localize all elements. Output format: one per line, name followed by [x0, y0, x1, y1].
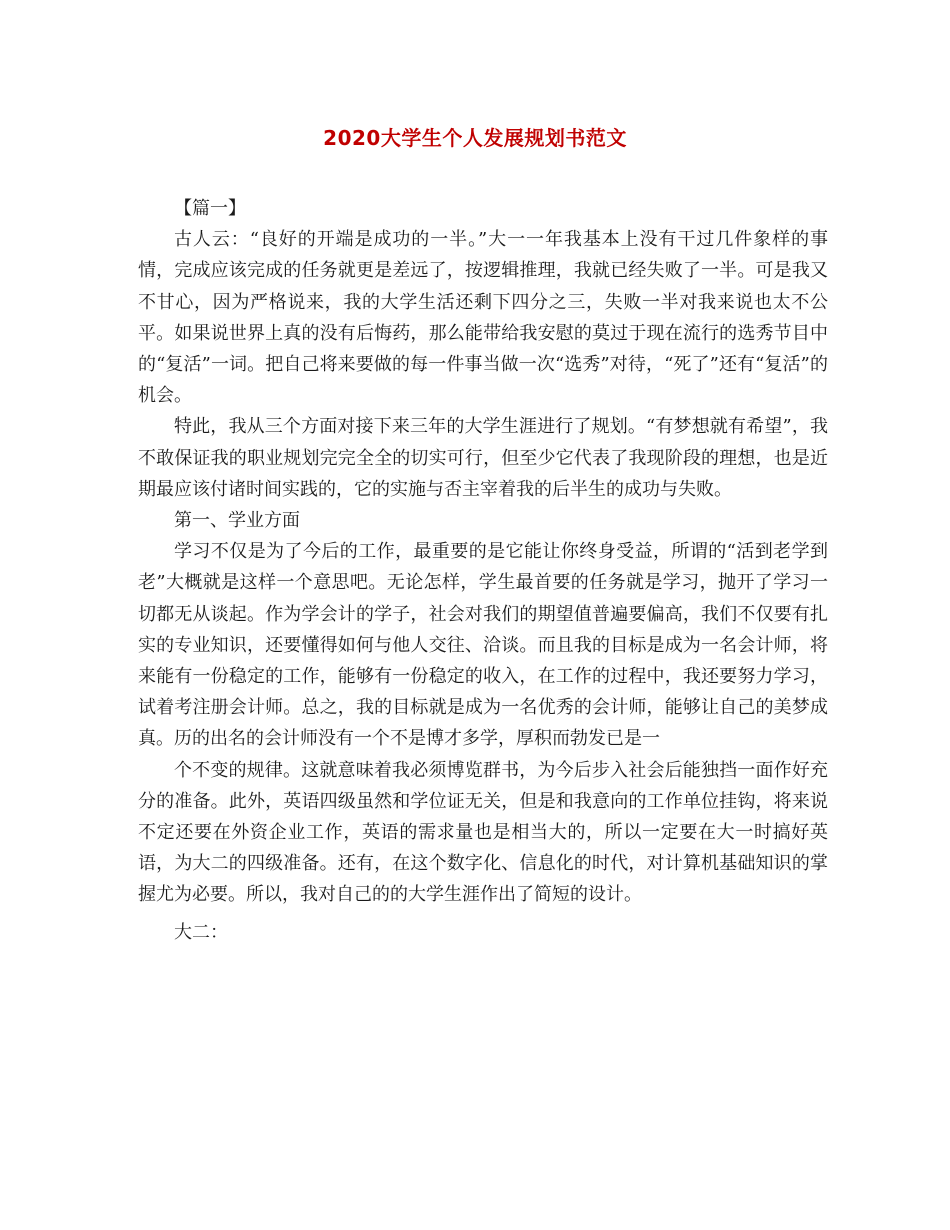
section-label: 【篇一】	[174, 198, 246, 219]
document-body	[138, 193, 828, 948]
paragraph-plan: 特此，我从三个方面对接下来三年的大学生涯进行了规划。“有梦想就有希望”，我不敢保证我的职业规划完完全全的切实可行，但至少它代表了我现阶段的理想，也是近期最应该付诸时间实践的，它的实施与否主宰着我的后半生的成功与失败。	[138, 416, 828, 500]
paragraph-academics-cont: 个不变的规律。这就意味着我必须博览群书，为今后步入社会后能独挡一面作好充分的准备。此外，英语四级虽然和学位证无关，但是和我意向的工作单位挂钩，将来说不定还要在外资企业工作，英语的需求量也是相当大的，所以一定要在大一时搞好英语，为大二的四级准备。还有，在这个数字化、信息化的时代，对计算机基础知识的掌握尤为必要。所以，我对自己的的大学生涯作出了简短的设计。	[138, 759, 828, 906]
subheading-academics: 第一、学业方面	[174, 510, 300, 532]
paragraph-intro: 古人云：“良好的开端是成功的一半。”大一一年我基本上没有干过几件象样的事情，完成应该完成的任务就更是差远了，按逻辑推理，我就已经失败了一半。可是我又不甘心，因为严格说来，我的大学生活还剩下四分之三，失败一半对我来说也太不公平。如果说世界上真的没有后悔药，那么能带给我安慰的莫过于现在流行的选秀节目中的“复活”一词。把自己将来要做的每一件事当做一次“选秀”对待，“死了”还有“复活”的机会。	[138, 229, 828, 407]
subheading-sophomore: 大二：	[174, 921, 228, 943]
document-title: 2020大学生个人发展规划书范文	[323, 126, 627, 150]
paragraph-academics: 学习不仅是为了今后的工作，最重要的是它能让你终身受益，所谓的“活到老学到老”大概就是这样一个意思吧。无论怎样，学生最首要的任务就是学习，抛开了学习一切都无从谈起。作为学会计的学子，社会对我们的期望值普遍要偏高，我们不仅要有扎实的专业知识，还要懂得如何与他人交往、洽谈。而且我的目标是成为一名会计师，将来能有一份稳定的工作，能够有一份稳定的收入，在工作的过程中，我还要努力学习，试着考注册会计师。总之，我的目标就是成为一名优秀的会计师，能够让自己的美梦成真。历的出名的会计师没有一个不是博才多学，厚积而勃发已是一	[138, 541, 828, 750]
